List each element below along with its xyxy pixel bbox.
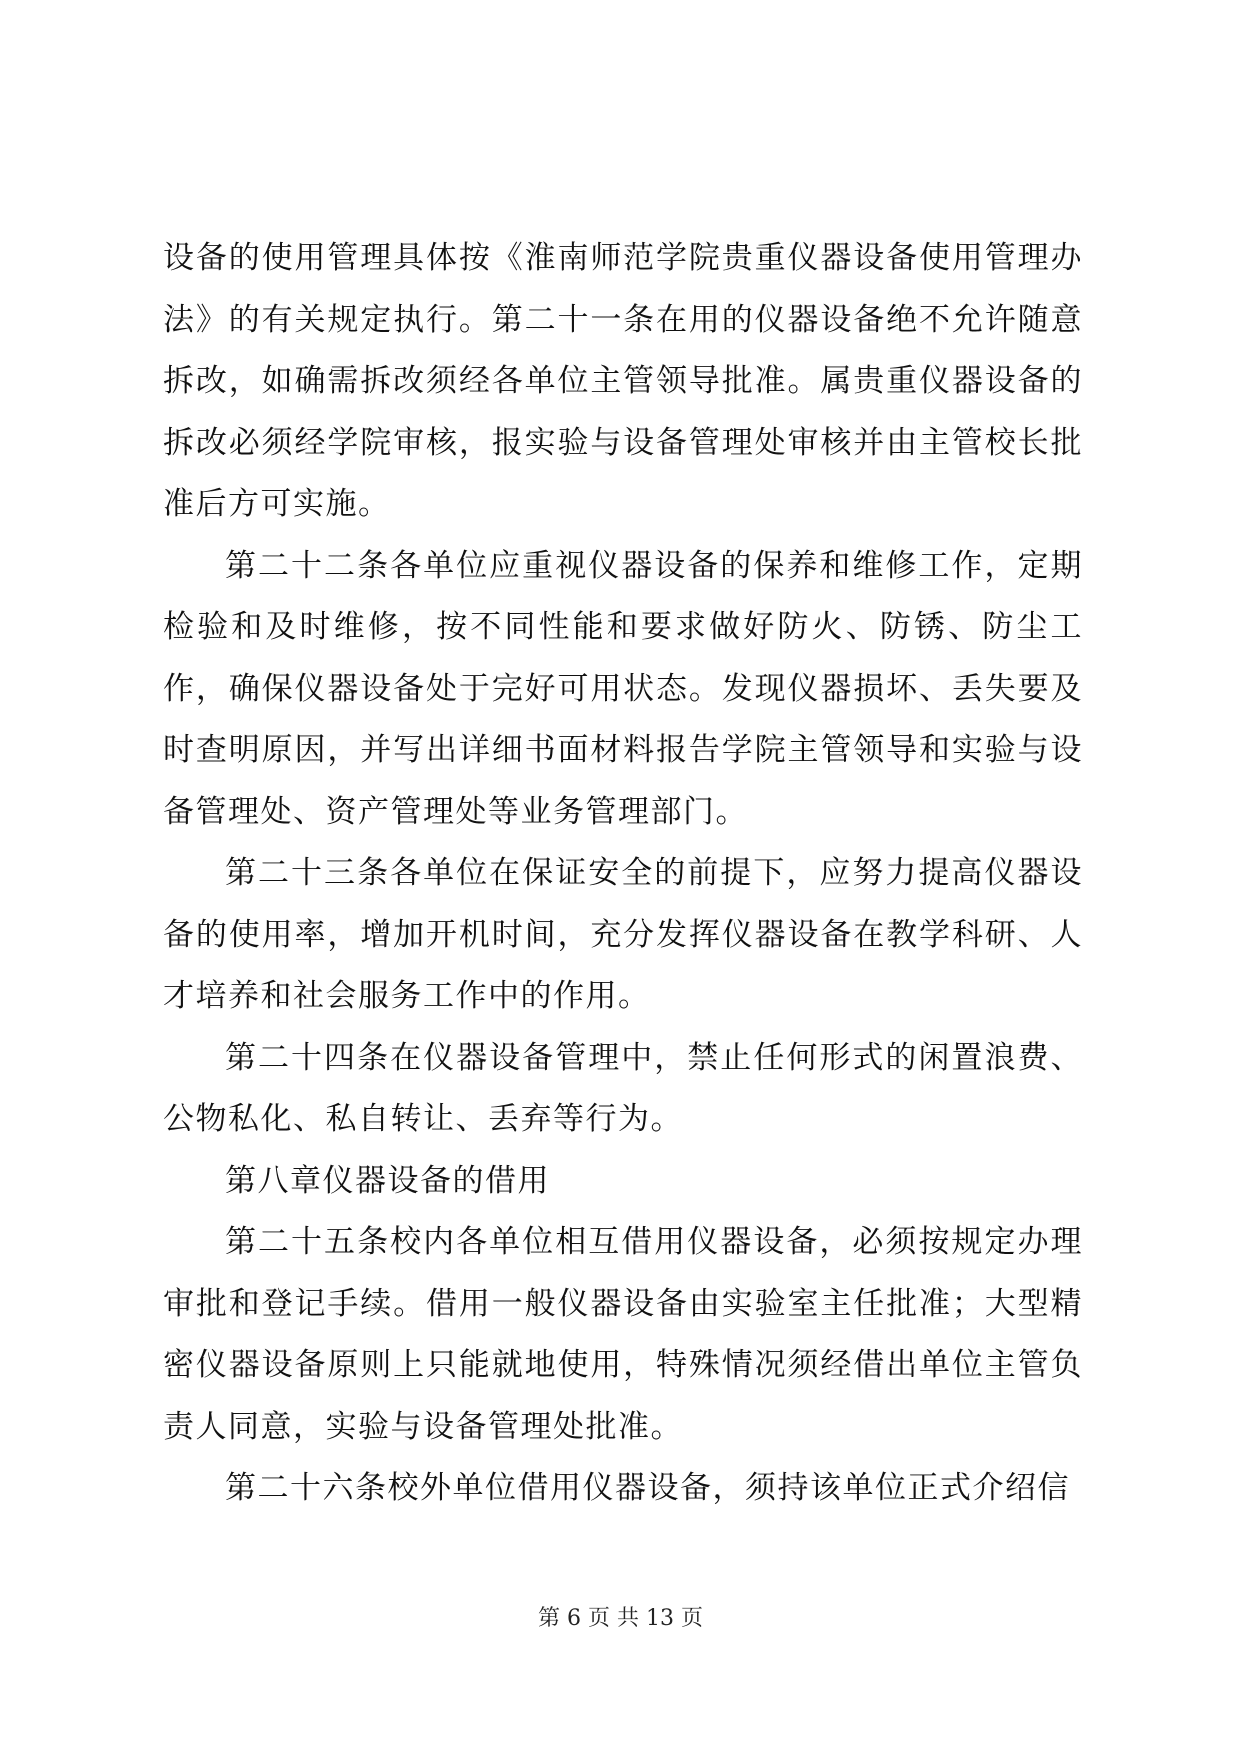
- paragraph-continued: 设备的使用管理具体按《淮南师范学院贵重仪器设备使用管理办法》的有关规定执行。第二十一条在用的仪器设备绝不允许随意拆改，如确需拆改须经各单位主管领导批准。属贵重仪器设备的拆改必须经学院审核，报实验与设备管理处审核并由主管校长批准后方可实施。: [163, 240, 1083, 522]
- chapter-heading: 第八章仪器设备的借用: [225, 1162, 550, 1199]
- page-number-footer: 第 6 页 共 13 页: [538, 1606, 703, 1631]
- paragraph-article-25: 第二十五条校内各单位相互借用仪器设备，必须按规定办理审批和登记手续。借用一般仪器设备由实验室主任批准；大型精密仪器设备原则上只能就地使用，特殊情况须经借出单位主管负责人同意，实验与设备管理处批准。: [163, 1224, 1083, 1445]
- paragraph-article-24: 第二十四条在仪器设备管理中，禁止任何形式的闲置浪费、公物私化、私自转让、丢弃等行为。: [163, 1039, 1083, 1137]
- paragraph-article-23: 第二十三条各单位在保证安全的前提下，应努力提高仪器设备的使用率，增加开机时间，充分发挥仪器设备在教学科研、人才培养和社会服务工作中的作用。: [163, 855, 1083, 1014]
- document-body: [163, 228, 1083, 1520]
- paragraph-article-22: 第二十二条各单位应重视仪器设备的保养和维修工作，定期检验和及时维修，按不同性能和要求做好防火、防锈、防尘工作，确保仪器设备处于完好可用状态。发现仪器损坏、丢失要及时查明原因，并写出详细书面材料报告学院主管领导和实验与设备管理处、资产管理处等业务管理部门。: [163, 547, 1083, 830]
- paragraph-article-26: 第二十六条校外单位借用仪器设备，须持该单位正式介绍信: [225, 1470, 1070, 1506]
